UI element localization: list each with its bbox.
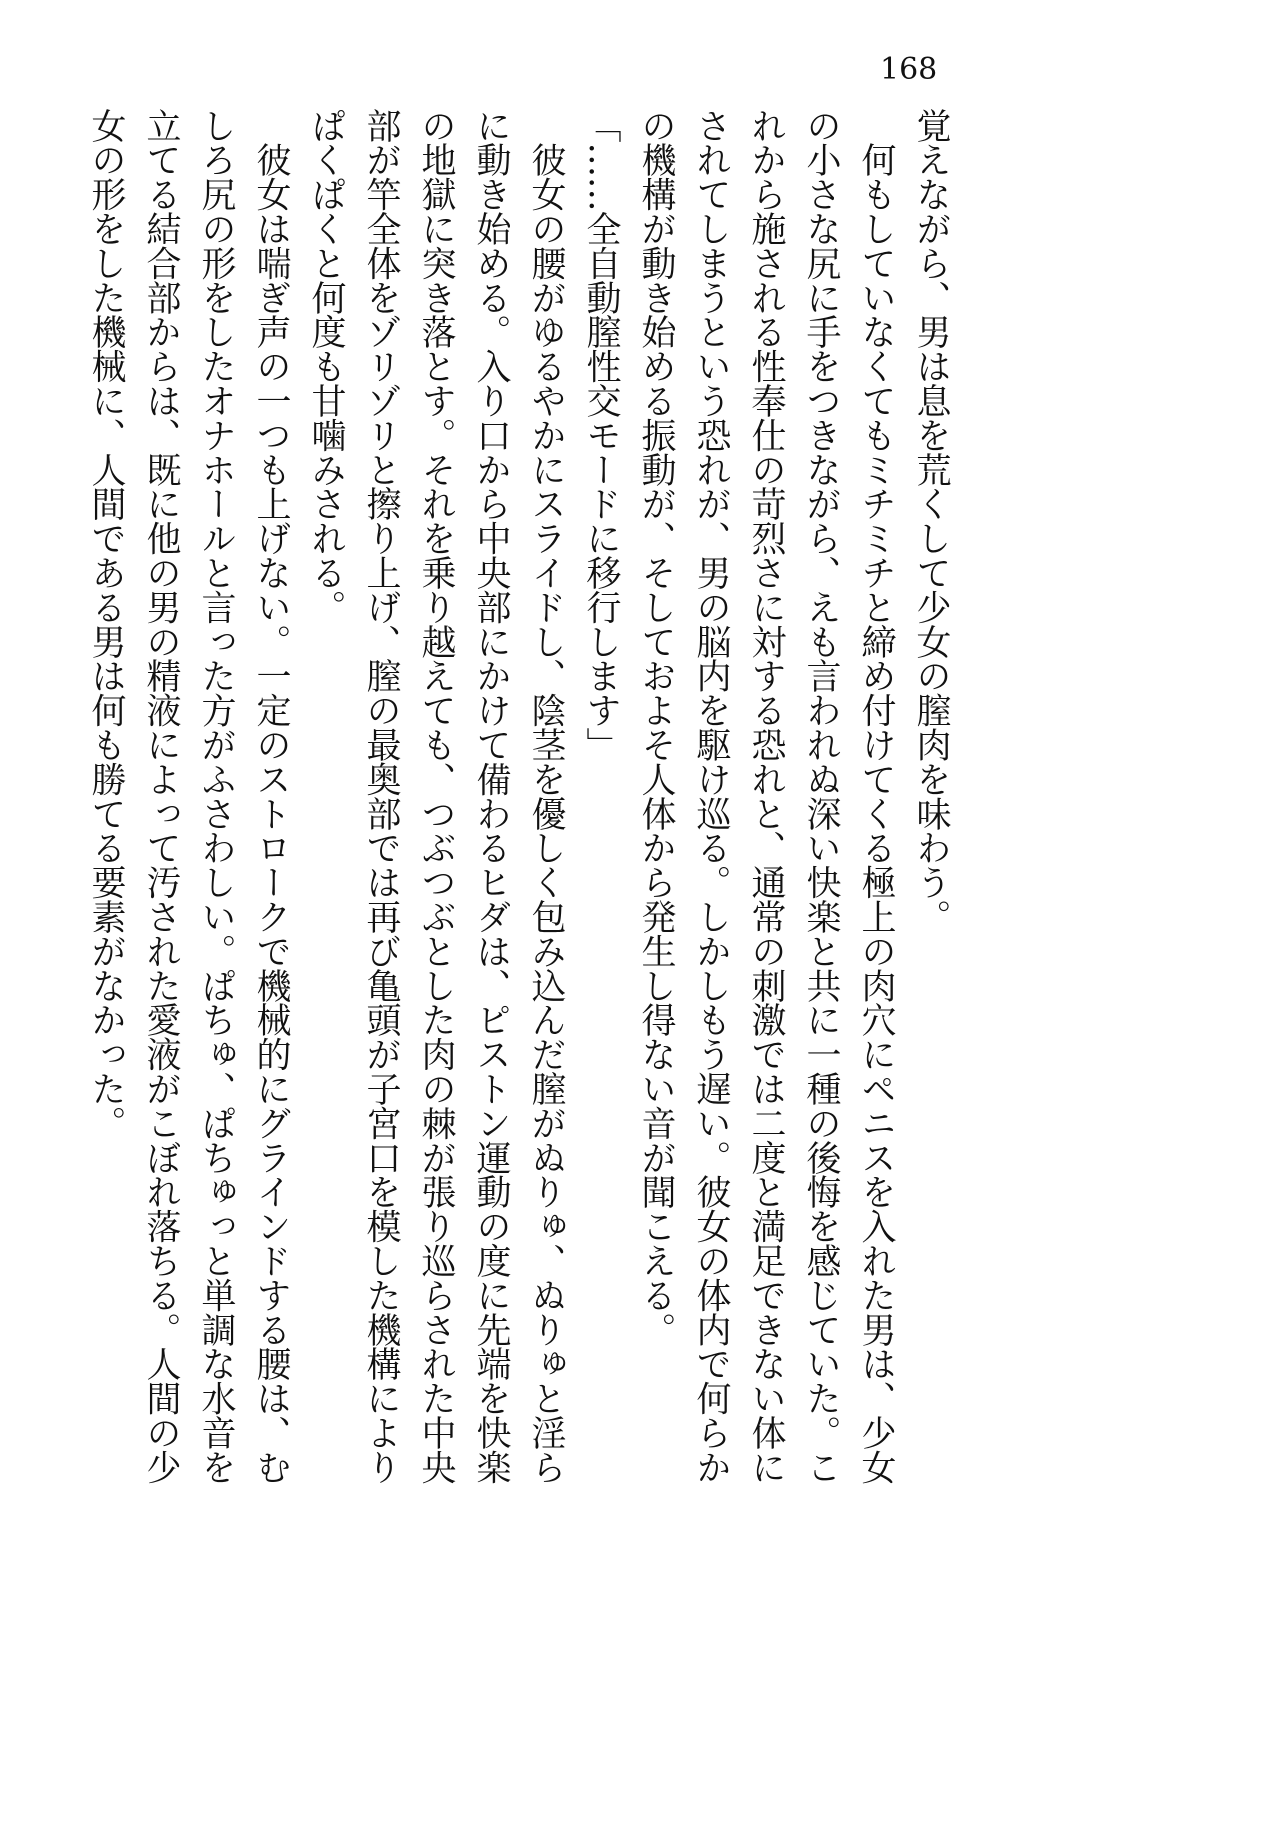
- text-line: 覚えながら、男は息を荒くして少女の膣肉を味わう。: [911, 108, 951, 934]
- text-line: しろ尻の形をしたオナホールと言った方がふさわしい。ぱちゅ、ぱちゅっと単調な水音を: [196, 108, 236, 1485]
- text-line: ぱくぱくと何度も甘噛みされる。: [306, 108, 346, 625]
- text-line: れから施される性奉仕の苛烈さに対する恐れと、通常の刺激では二度と満足できない体に: [746, 108, 786, 1485]
- text-line: 「……全自動膣性交モードに移行します」: [581, 108, 621, 762]
- text-line: されてしまうという恐れが、男の脳内を駆け巡る。しかしもう遅い。彼女の体内で何らか: [691, 108, 731, 1485]
- text-line: 立てる結合部からは、既に他の男の精液によって汚された愛液がこぼれ落ちる。人間の少: [141, 108, 181, 1485]
- text-line: の地獄に突き落とす。それを乗り越えても、つぶつぶとした肉の棘が張り巡らされた中央: [416, 108, 456, 1485]
- page-number: 168: [880, 52, 938, 87]
- text-line: 部が竿全体をゾリゾリと擦り上げ、膣の最奥部では再び亀頭が子宮口を模した機構により: [361, 108, 401, 1485]
- text-line: 女の形をした機械に、人間である男は何も勝てる要素がなかった。: [86, 108, 126, 1141]
- text-line: 何もしていなくてもミチミチと締め付けてくる極上の肉穴にペニスを入れた男は、少女: [856, 108, 896, 1485]
- vertical-text-body: [86, 108, 958, 1488]
- text-line: 彼女は喘ぎ声の一つも上げない。一定のストロークで機械的にグラインドする腰は、む: [251, 108, 291, 1485]
- text-line: 彼女の腰がゆるやかにスライドし、陰茎を優しく包み込んだ膣がぬりゅ、ぬりゅと淫ら: [526, 108, 566, 1485]
- text-line: の小さな尻に手をつきながら、えも言われぬ深い快楽と共に一種の後悔を感じていた。こ: [801, 108, 841, 1485]
- text-line: に動き始める。入り口から中央部にかけて備わるヒダは、ピストン運動の度に先端を快楽: [471, 108, 511, 1485]
- text-line: の機構が動き始める振動が、そしておよそ人体から発生し得ない音が聞こえる。: [636, 108, 676, 1347]
